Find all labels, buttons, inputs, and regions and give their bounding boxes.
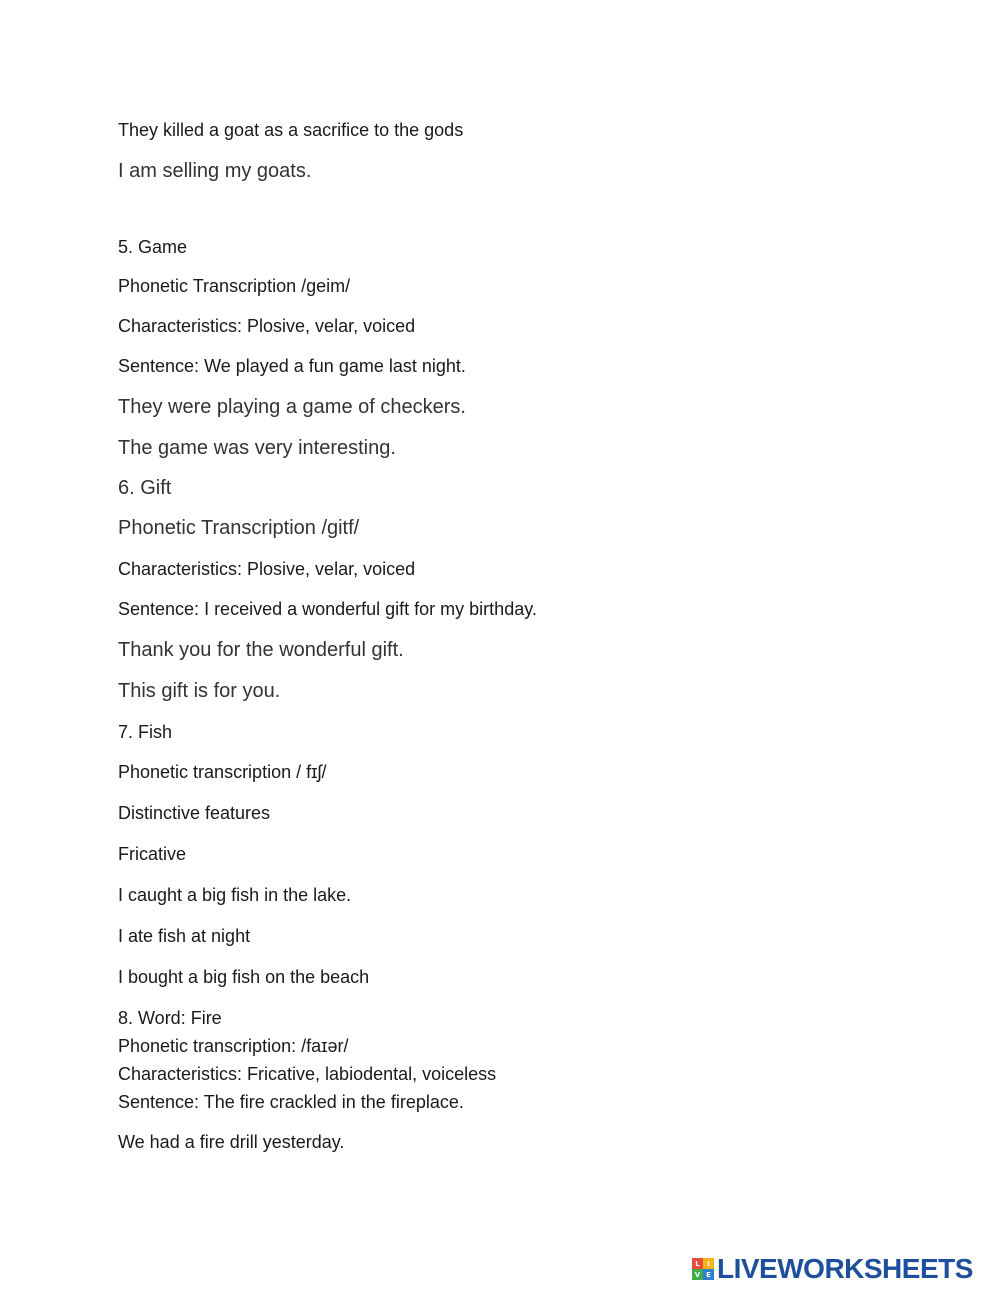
text-line: I am selling my goats. [118,160,312,182]
text-line: Phonetic Transcription /geim/ [118,276,351,296]
text-line: Phonetic transcription: /faɪər/ [118,1036,349,1056]
text-line: Sentence: We played a fun game last night. [118,356,466,376]
text-line: Phonetic transcription / fɪʃ/ [118,762,327,782]
text-line: Characteristics: Fricative, labiodental, voiceless [118,1064,497,1084]
logo-mark-cell: V [692,1269,703,1280]
text-line: Characteristics: Plosive, velar, voiced [118,316,416,336]
text-line: I caught a big fish in the lake. [118,885,352,905]
section-heading: 7. Fish [118,722,173,742]
text-line: They killed a goat as a sacrifice to the gods [118,120,464,140]
section-heading: 6. Gift [118,477,172,499]
section-heading: 5. Game [118,237,188,257]
liveworksheets-logo [692,1254,973,1284]
text-line: Phonetic Transcription /gitf/ [118,517,360,539]
text-line: Distinctive features [118,803,271,823]
section-heading: 8. Word: Fire [118,1008,222,1028]
text-line: They were playing a game of checkers. [118,396,466,418]
text-line: This gift is for you. [118,680,281,702]
text-line: Fricative [118,844,187,864]
text-line: The game was very interesting. [118,437,396,459]
text-line: We had a fire drill yesterday. [118,1132,345,1152]
logo-mark-cell: E [703,1269,714,1280]
logo-text: LIVEWORKSHEETS [717,1253,973,1284]
text-line: Sentence: I received a wonderful gift for my birthday. [118,599,537,619]
text-line: I ate fish at night [118,926,251,946]
logo-mark-cell: L [692,1258,703,1269]
text-line: Sentence: The fire crackled in the fireplace. [118,1092,464,1112]
liveworksheets-logo-icon [692,1258,714,1280]
text-line: I bought a big fish on the beach [118,967,370,987]
text-line: Characteristics: Plosive, velar, voiced [118,559,416,579]
logo-mark-cell: I [703,1258,714,1269]
text-line: Thank you for the wonderful gift. [118,639,404,661]
